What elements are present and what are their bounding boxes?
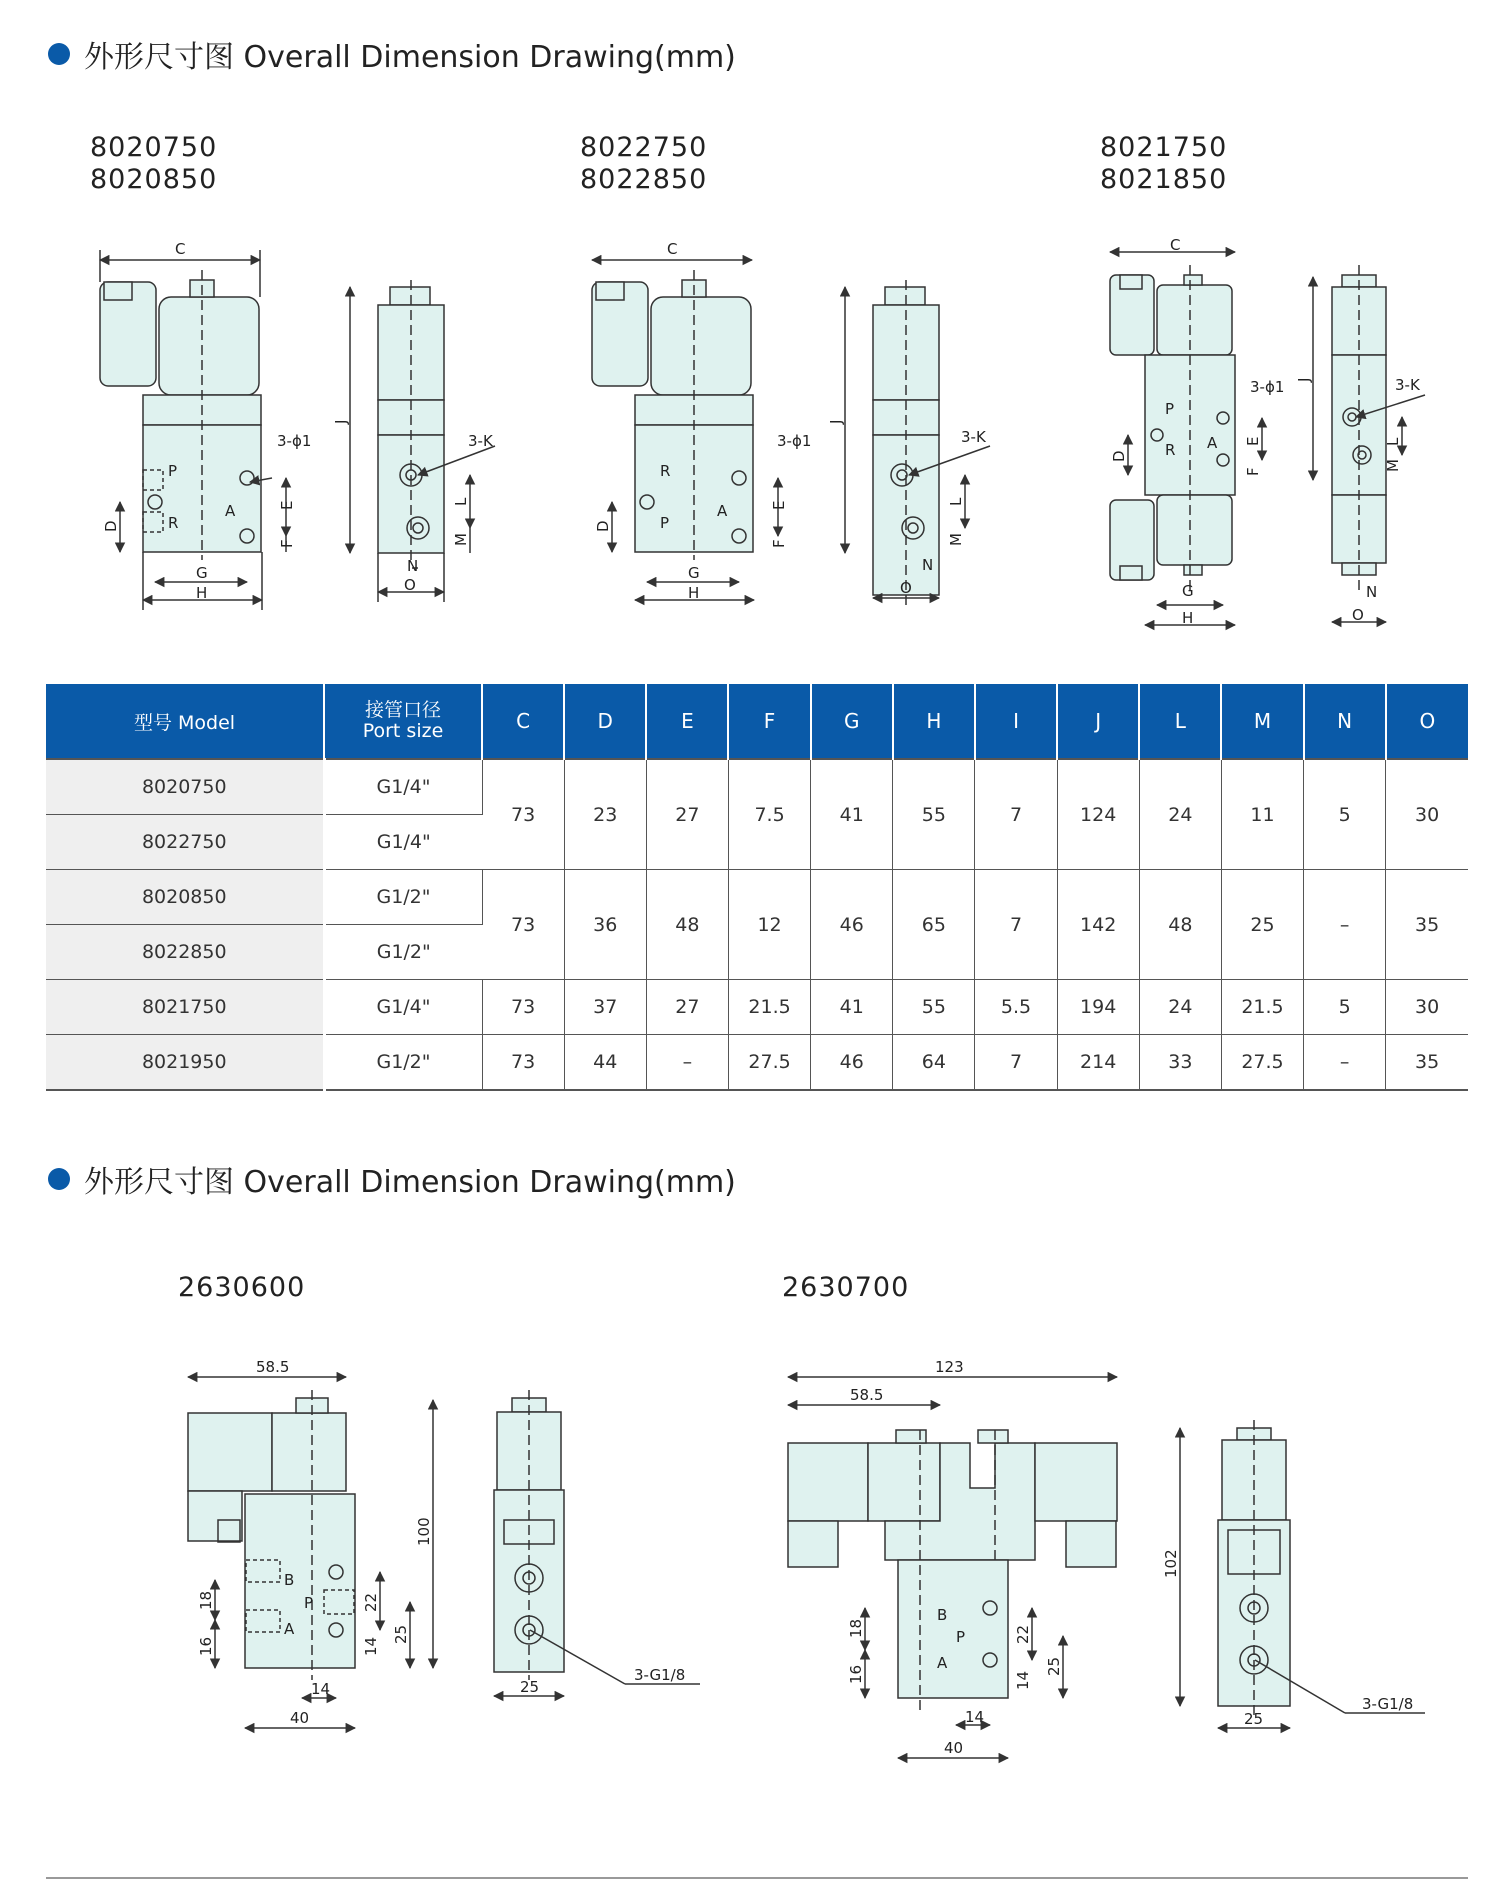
col-header-e: E (646, 684, 728, 759)
value-cell: 55 (893, 759, 975, 870)
dim-label-c: C (175, 240, 186, 258)
dim-label-g: G (1182, 582, 1194, 600)
model-code: 8020850 (90, 164, 218, 195)
dim-14: 14 (1014, 1670, 1032, 1690)
value-cell: 65 (893, 870, 975, 980)
dim-40: 40 (944, 1739, 964, 1757)
value-cell: 24 (1139, 980, 1221, 1035)
dim-label-j: J (827, 419, 845, 424)
dim-16: 16 (847, 1664, 865, 1684)
value-cell: 142 (1057, 870, 1139, 980)
value-cell: 33 (1139, 1035, 1221, 1091)
col-header-port (324, 684, 482, 759)
value-cell: 48 (646, 870, 728, 980)
value-cell: 73 (482, 980, 564, 1035)
col-header-o: O (1386, 684, 1468, 759)
value-cell: – (646, 1035, 728, 1091)
dim-label-n: N (1366, 583, 1378, 601)
value-cell: 73 (482, 870, 564, 980)
value-cell: 46 (811, 870, 893, 980)
value-cell: 24 (1139, 759, 1221, 870)
port-label-r: R (1165, 441, 1176, 459)
port-label-a: A (284, 1620, 295, 1638)
section-title-text: 外形尺寸图 Overall Dimension Drawing(mm) (84, 40, 736, 75)
value-cell: 25 (1221, 870, 1303, 980)
dim-label-l: L (1384, 437, 1402, 446)
dim-label-e: E (1244, 436, 1262, 446)
dim-3-g1-8: 3-G1/8 (634, 1666, 686, 1684)
dim-label-n: N (922, 556, 934, 574)
value-cell: 11 (1221, 759, 1303, 870)
dim-label-phi: 3-ϕ1 (277, 432, 312, 450)
port-label-r: R (660, 462, 671, 480)
value-cell: 12 (728, 870, 810, 980)
value-cell: 23 (564, 759, 646, 870)
dim-label-l: L (452, 497, 470, 506)
dim-16: 16 (197, 1636, 215, 1656)
table-row (46, 759, 1468, 815)
dim-100: 100 (415, 1517, 433, 1546)
value-cell: 7 (975, 1035, 1057, 1091)
dim-14: 14 (311, 1680, 331, 1698)
col-header-n: N (1304, 684, 1386, 759)
dim-label-c: C (1170, 236, 1181, 254)
col-header-h: H (893, 684, 975, 759)
valve-2630700-front (788, 1377, 1117, 1758)
dim-22: 22 (362, 1592, 380, 1612)
port-header-en: Port size (362, 720, 444, 742)
col-header-i: I (975, 684, 1057, 759)
table-row (46, 980, 1468, 1035)
value-cell: 41 (811, 759, 893, 870)
value-cell: 214 (1057, 1035, 1139, 1091)
value-cell: 5.5 (975, 980, 1057, 1035)
value-cell: 27.5 (728, 1035, 810, 1091)
dim-label-o: O (1352, 606, 1364, 624)
value-cell: 27.5 (1221, 1035, 1303, 1091)
col-header-m: M (1221, 684, 1303, 759)
value-cell: 27 (646, 759, 728, 870)
dim-label-e: E (278, 500, 296, 510)
bottom-dimension-drawings (0, 1320, 1509, 1880)
dim-label-k: 3-K (468, 432, 493, 450)
port-label-b: B (284, 1571, 295, 1589)
model-cell: 8021950 (46, 1035, 324, 1091)
dim-label-n: N (407, 557, 419, 575)
value-cell: 41 (811, 980, 893, 1035)
valve-front-view-3 (1110, 252, 1262, 625)
value-cell: 35 (1386, 870, 1468, 980)
dim-102: 102 (1162, 1549, 1180, 1578)
port-header-cn: 接管口径 (364, 699, 441, 721)
dim-label-o: O (404, 576, 416, 594)
port-cell: G1/4" (324, 759, 482, 815)
model-code: 8022750 (580, 132, 708, 163)
dim-label-f: F (1244, 467, 1262, 476)
value-cell: 21.5 (1221, 980, 1303, 1035)
section-title-text: 外形尺寸图 Overall Dimension Drawing(mm) (84, 1165, 736, 1200)
value-cell: 44 (564, 1035, 646, 1091)
col-header-d: D (564, 684, 646, 759)
dim-label-o: O (900, 579, 912, 597)
top-dimension-drawings (0, 0, 1509, 680)
dim-label-k: 3-K (961, 428, 986, 446)
value-cell: 37 (564, 980, 646, 1035)
value-cell: 48 (1139, 870, 1221, 980)
model-cell: 8021750 (46, 980, 324, 1035)
dim-label-h: H (688, 584, 700, 602)
valve-side-view-3 (1313, 265, 1425, 622)
dim-25: 25 (1045, 1656, 1063, 1676)
port-label-p: P (660, 514, 670, 532)
value-cell: – (1304, 870, 1386, 980)
port-label-a: A (937, 1654, 948, 1672)
value-cell: – (1304, 1035, 1386, 1091)
value-cell: 30 (1386, 759, 1468, 870)
drawing-model-2630700: 2630700 (782, 1272, 910, 1303)
bullet-dot-icon (48, 1168, 70, 1190)
valve-front-view-1 (100, 250, 286, 610)
valve-front-view-2 (592, 260, 778, 600)
section-title-2 (48, 1157, 736, 1201)
model-cell: 8022850 (46, 925, 324, 980)
dim-14: 14 (965, 1708, 985, 1726)
value-cell: 64 (893, 1035, 975, 1091)
port-label-b: B (937, 1606, 948, 1624)
dim-25: 25 (520, 1678, 540, 1696)
col-header-f: F (728, 684, 810, 759)
col-header-l: L (1139, 684, 1221, 759)
dim-label-d: D (594, 520, 612, 532)
port-label-a: A (225, 502, 236, 520)
dim-label-phi: 3-ϕ1 (1250, 378, 1285, 396)
col-header-c: C (482, 684, 564, 759)
value-cell: 27 (646, 980, 728, 1035)
dim-label-f: F (278, 539, 296, 548)
value-cell: 73 (482, 1035, 564, 1091)
dim-3-g1-8: 3-G1/8 (1362, 1695, 1414, 1713)
value-cell: 7 (975, 759, 1057, 870)
valve-2630600-side (494, 1390, 700, 1696)
dim-123: 123 (935, 1358, 964, 1376)
value-cell: 46 (811, 1035, 893, 1091)
dim-label-f: F (770, 539, 788, 548)
dim-label-g: G (196, 564, 208, 582)
col-header-j: J (1057, 684, 1139, 759)
port-label-p: P (956, 1628, 966, 1646)
dim-label-h: H (1182, 609, 1194, 627)
table-header-row (46, 684, 1468, 759)
dim-14: 14 (362, 1636, 380, 1656)
dim-label-j: J (332, 419, 350, 424)
dim-40: 40 (290, 1709, 310, 1727)
value-cell: 55 (893, 980, 975, 1035)
value-cell: 35 (1386, 1035, 1468, 1091)
dim-label-phi: 3-ϕ1 (777, 432, 812, 450)
dim-18: 18 (847, 1618, 865, 1638)
dim-label-l: L (947, 497, 965, 506)
dim-label-m: M (452, 533, 470, 546)
table-row (46, 1035, 1468, 1091)
value-cell: 7 (975, 870, 1057, 980)
drawing-model-2630600: 2630600 (178, 1272, 306, 1303)
dim-label-d: D (102, 520, 120, 532)
port-cell: G1/4" (324, 815, 482, 870)
value-cell: 5 (1304, 980, 1386, 1035)
model-code: 8020750 (90, 132, 218, 163)
dim-label-g: G (688, 564, 700, 582)
value-cell: 194 (1057, 980, 1139, 1035)
port-label-a: A (717, 502, 728, 520)
dim-label-e: E (770, 500, 788, 510)
port-cell: G1/2" (324, 870, 482, 925)
port-label-p: P (1165, 400, 1175, 418)
model-cell: 8020750 (46, 759, 324, 815)
dim-18: 18 (197, 1590, 215, 1610)
value-cell: 7.5 (728, 759, 810, 870)
valve-2630600-front (188, 1377, 433, 1728)
dim-58-5: 58.5 (256, 1358, 290, 1376)
dim-label-j: J (1295, 377, 1313, 382)
dim-58-5: 58.5 (850, 1386, 884, 1404)
port-label-r: R (168, 514, 179, 532)
col-header-g: G (811, 684, 893, 759)
model-code: 8022850 (580, 164, 708, 195)
model-code: 8021850 (1100, 164, 1228, 195)
footer-divider (46, 1877, 1468, 1879)
dim-25: 25 (392, 1624, 410, 1644)
value-cell: 5 (1304, 759, 1386, 870)
port-cell: G1/2" (324, 1035, 482, 1091)
dim-22: 22 (1014, 1624, 1032, 1644)
value-cell: 36 (564, 870, 646, 980)
port-cell: G1/2" (324, 925, 482, 980)
model-cell: 8020850 (46, 870, 324, 925)
value-cell: 124 (1057, 759, 1139, 870)
value-cell: 73 (482, 759, 564, 870)
dimension-table (46, 684, 1468, 1091)
port-label-p: P (304, 1594, 314, 1612)
dim-label-m: M (1384, 459, 1402, 472)
port-cell: G1/4" (324, 980, 482, 1035)
col-header-model: 型号 Model (46, 684, 324, 759)
port-label-p: P (168, 462, 178, 480)
dim-label-c: C (667, 240, 678, 258)
dim-label-d: D (1110, 450, 1128, 462)
value-cell: 21.5 (728, 980, 810, 1035)
table-row (46, 870, 1468, 925)
dim-label-h: H (196, 584, 208, 602)
valve-2630700-side (1180, 1420, 1425, 1728)
dim-25: 25 (1244, 1710, 1264, 1728)
value-cell: 30 (1386, 980, 1468, 1035)
dim-label-m: M (947, 533, 965, 546)
port-label-a: A (1207, 434, 1218, 452)
dim-label-k: 3-K (1395, 376, 1420, 394)
model-cell: 8022750 (46, 815, 324, 870)
model-code: 8021750 (1100, 132, 1228, 163)
